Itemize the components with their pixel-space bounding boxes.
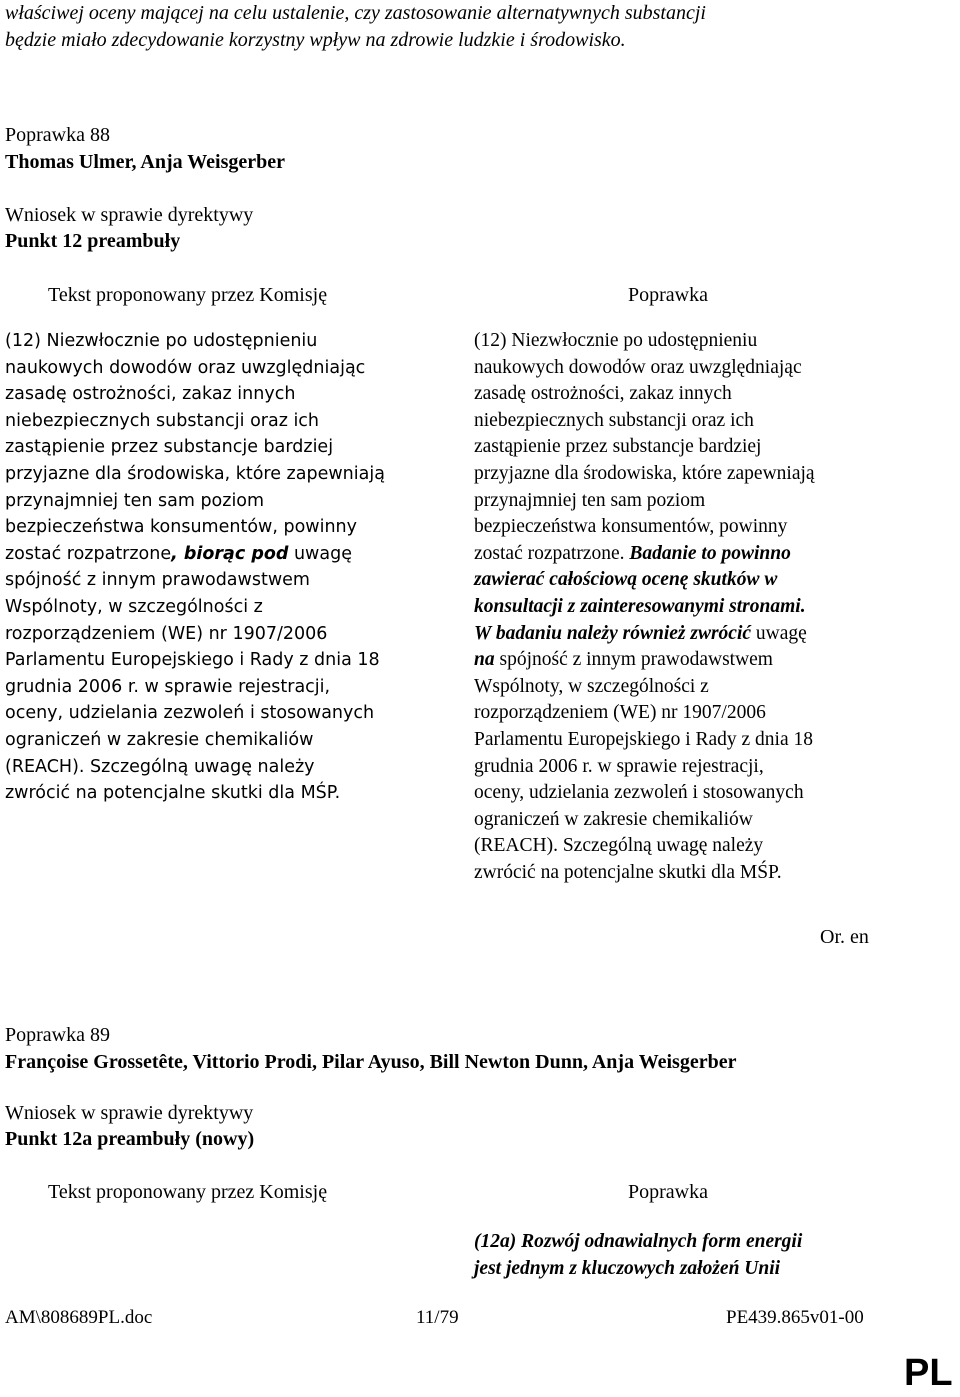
text-line: przyjazne dla środowiska, które zapewniają (5, 463, 385, 484)
text-line: zastąpienie przez substancje bardziej (474, 436, 762, 458)
amendment-88-amended-text (474, 328, 815, 886)
text-line: bezpieczeństwa konsumentów, powinny (474, 516, 788, 538)
text-line: zastąpienie przez substancje bardziej (5, 437, 334, 458)
text-line: zwrócić na potencjalne skutki dla MŚP. (5, 783, 341, 804)
text-line: (REACH). Szczególną uwagę należy (474, 835, 764, 857)
amendment-89-left-header: Tekst proponowany przez Komisję (48, 1181, 328, 1203)
text-segment: uwagę (288, 543, 352, 564)
intro-line: będzie miało zdecydowanie korzystny wpływ na zdrowie ludzkie i środowisko. (5, 29, 626, 51)
deleted-emphasis: , biorąc pod (171, 543, 289, 564)
text-line: niebezpiecznych substancji oraz ich (474, 409, 754, 431)
footer-page-number: 11/79 (416, 1307, 459, 1328)
text-line: rozporządzeniem (WE) nr 1907/2006 (5, 623, 328, 644)
text-line (474, 541, 815, 568)
footer-document-id: AM\808689PL.doc (5, 1307, 153, 1328)
amendment-89-proposal: Wniosek w sprawie dyrektywy (5, 1102, 254, 1124)
amendment-89-number: Poprawka 89 (5, 1024, 110, 1046)
added-line: konsultacji z zainteresowanymi stronami. (474, 595, 806, 617)
added-emphasis: Badanie to powinno (624, 542, 791, 564)
text-segment: spójność z innym prawodawstwem (494, 649, 773, 671)
amendment-89-authors: Françoise Grossetête, Vittorio Prodi, Pilar Ayuso, Bill Newton Dunn, Anja Weisgerber (5, 1051, 737, 1073)
text-segment: zostać rozpatrzone. (474, 542, 625, 564)
amendment-88-left-header: Tekst proponowany przez Komisję (48, 284, 328, 306)
text-line: przynajmniej ten sam poziom (5, 490, 265, 511)
text-line (5, 541, 385, 568)
amendment-88-point: Punkt 12 preambuły (5, 230, 181, 252)
amendment-88-number: Poprawka 88 (5, 124, 110, 146)
text-line: przynajmniej ten sam poziom (474, 489, 706, 511)
amendment-88-commission-text (5, 328, 385, 807)
amendment-88-authors: Thomas Ulmer, Anja Weisgerber (5, 151, 285, 173)
amendment-89-point: Punkt 12a preambuły (nowy) (5, 1128, 255, 1150)
footer-reference: PE439.865v01-00 (726, 1307, 864, 1328)
text-line: przyjazne dla środowiska, które zapewniają (474, 462, 815, 484)
text-line: naukowych dowodów oraz uwzględniając (5, 357, 366, 378)
text-line: bezpieczeństwa konsumentów, powinny (5, 517, 357, 538)
footer-language-code: PL (904, 1352, 953, 1394)
text-line: grudnia 2006 r. w sprawie rejestracji, (474, 755, 764, 777)
text-line: niebezpiecznych substancji oraz ich (5, 410, 320, 431)
text-line: rozporządzeniem (WE) nr 1907/2006 (474, 702, 766, 724)
text-line: zasadę ostrożności, zakaz innych (5, 384, 296, 405)
intro-line: właściwej oceny mającej na celu ustalenie, czy zastosowanie alternatywnych substancji (5, 2, 706, 24)
text-line: zwrócić na potencjalne skutki dla MŚP. (474, 861, 782, 883)
text-line: grudnia 2006 r. w sprawie rejestracji, (5, 676, 331, 697)
text-line: oceny, udzielania zezwoleń i stosowanych (474, 782, 804, 804)
intro-text (5, 0, 905, 54)
added-emphasis: na (474, 649, 495, 671)
text-line (474, 647, 815, 674)
text-line: oceny, udzielania zezwoleń i stosowanych (5, 703, 375, 724)
added-emphasis: W badaniu należy również zwrócić (474, 622, 752, 644)
amendment-88-proposal: Wniosek w sprawie dyrektywy (5, 204, 254, 226)
amendment-88-right-header: Poprawka (628, 284, 708, 306)
text-line: Parlamentu Europejskiego i Rady z dnia 18 (5, 650, 380, 671)
added-line: (12a) Rozwój odnawialnych form energii (474, 1231, 803, 1252)
text-line: (REACH). Szczególną uwagę należy (5, 756, 315, 777)
text-line: naukowych dowodów oraz uwzględniając (474, 356, 802, 378)
added-line: jest jednym z kluczowych założeń Unii (474, 1257, 781, 1279)
text-segment: zostać rozpatrzone (5, 543, 172, 564)
amendment-89-right-header: Poprawka (628, 1181, 708, 1203)
text-line: zasadę ostrożności, zakaz innych (474, 383, 732, 405)
added-line: zawierać całościową ocenę skutków w (474, 569, 778, 591)
original-language: Or. en (820, 926, 869, 948)
text-segment: uwagę (751, 622, 807, 644)
text-line: ograniczeń w zakresie chemikaliów (5, 729, 314, 750)
amendment-89-amended-text (474, 1229, 802, 1282)
text-line: Wspólnoty, w szczególności z (5, 596, 263, 617)
text-line (474, 621, 815, 648)
text-line: Parlamentu Europejskiego i Rady z dnia 18 (474, 728, 814, 750)
text-line: Wspólnoty, w szczególności z (474, 675, 709, 697)
text-line: (12) Niezwłocznie po udostępnieniu (5, 331, 318, 351)
text-line: spójność z innym prawodawstwem (5, 570, 310, 591)
text-line: (12) Niezwłocznie po udostępnieniu (474, 330, 758, 351)
text-line: ograniczeń w zakresie chemikaliów (474, 808, 753, 830)
